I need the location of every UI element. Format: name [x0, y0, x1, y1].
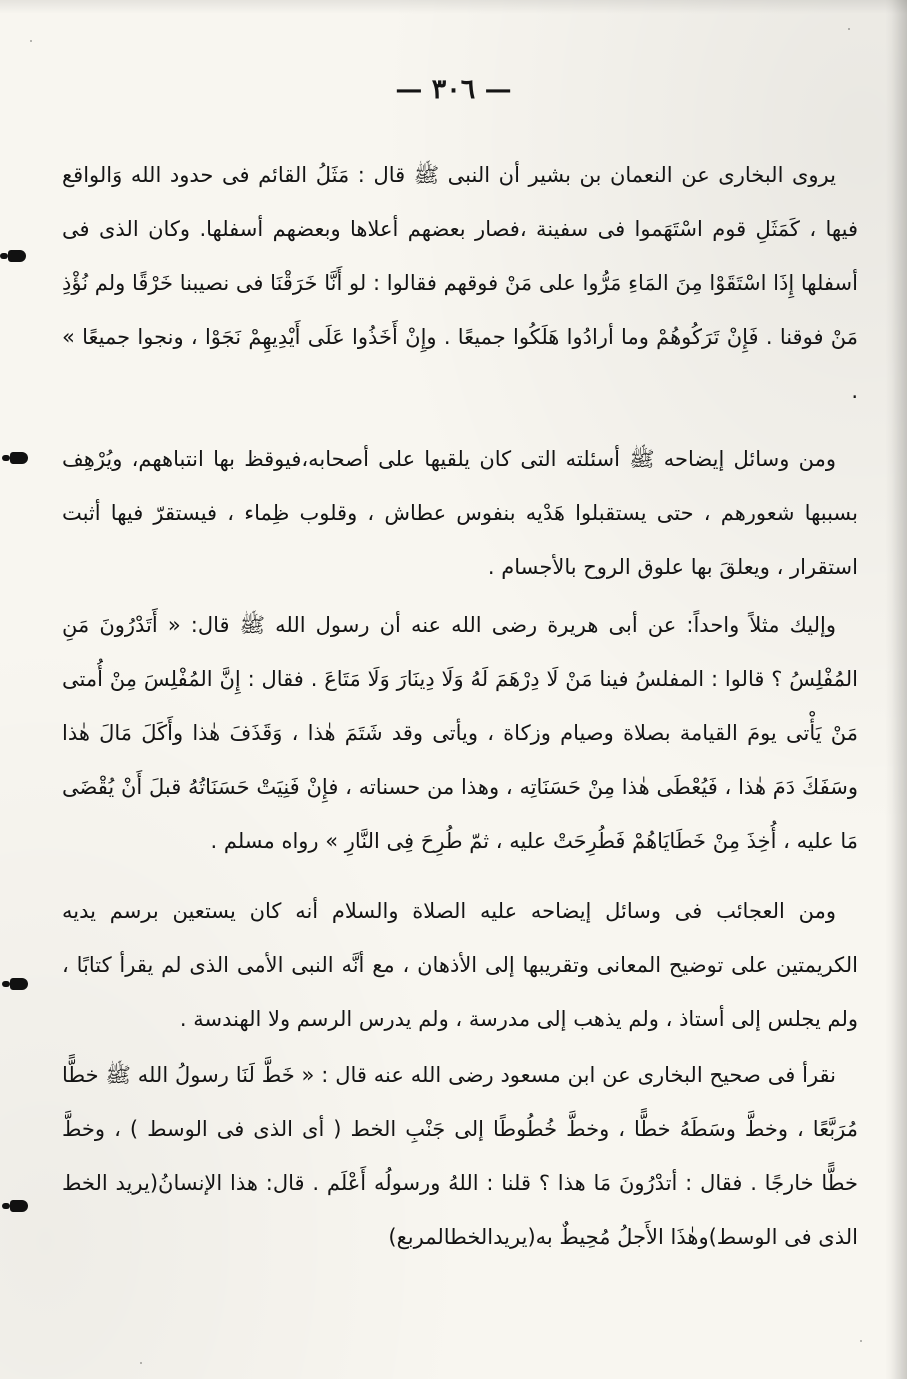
scan-speck: [140, 1362, 142, 1364]
page-shadow-right: [885, 0, 907, 1379]
scan-speck: [30, 40, 32, 42]
paragraph-1: يروى البخارى عن النعمان بن بشير أن النبى ﷺ قال : مَثَلُ القائم فى حدود الله وَالواقع فيها ، كَمَثَلِ قوم اسْتَهَموا فى سفينة ،فصار بعضهم أعلاها وبعضهم أسفلها. وكان الذى فى أسفلها إِذَا اسْتَقَوْا مِنَ المَاءِ مَرُّوا على مَنْ فوقهم فقالوا : لو أَنَّا خَرَقْنَا فى نصيبنا خَرْقًا ولم نُؤْذِ مَنْ فوقنا . فَإِنْ تَرَكُوهُمْ وما أرادُوا هَلَكُوا جميعًا . وإِنْ أَخَذُوا عَلَى أَيْدِيهِمْ نَجَوْا ، ونجوا جميعًا » .: [62, 163, 858, 403]
body-text: [62, 148, 858, 1264]
paragraph-5: نقرأ فى صحيح البخارى عن ابن مسعود رضى الله عنه قال : « خَطَّ لَنَا رسولُ الله ﷺ خطًّا مُرَبَّعًا ، وخطَّ وسَطَهُ خطًّا ، وخطَّ خُطُوطًا إلى جَنْبِ الخط ( أى الذى فى الوسط ) ، وخطَّ خطًّا خارجًا . فقال : أتدْرُونَ مَا هذا ؟ قلنا : اللهُ ورسولُه أَعْلَم . قال: هذا الإنسانُ(يريد الخط الذى فى الوسط)وهٰذَا الأَجلُ مُحِيطٌ به(يريدالخطالمربع): [62, 1063, 858, 1249]
margin-bookmark-1: [8, 250, 26, 262]
paragraph-4: ومن العجائب فى وسائل إيضاحه عليه الصلاة والسلام أنه كان يستعين برسم يديه الكريمتين على توضيح المعانى وتقريبها إلى الأذهان ، مع أنَّه النبى الأمى الذى لم يقرأ كتابًا ، ولم يجلس إلى أستاذ ، ولم يذهب إلى مدرسة ، ولم يدرس الرسم ولا الهندسة .: [62, 899, 858, 1031]
paragraph-3: وإليك مثلاً واحداً: عن أبى هريرة رضى الله عنه أن رسول الله ﷺ قال: « أَتَدْرُونَ مَنِ المُفْلِسُ ؟ قالوا : المفلسُ فينا مَنْ لَا دِرْهَمَ لَهُ وَلَا دِينَارَ وَلَا مَتَاعَ . فقال : إِنَّ المُفْلِسَ مِنْ أُمتى مَنْ يَأْتى يومَ القيامة بصلاة وصيام وزكاة ، ويأتى وقد شَتَمَ هٰذا ، وَقَذَفَ هٰذا وأَكَلَ مَالَ هٰذا وسَفَكَ دَمَ هٰذا ، فَيُعْطَى هٰذا مِنْ حَسَنَاتِه ، وهذا من حسناته ، فإِنْ فَنِيَتْ حَسَنَاتُهُ قبلَ أَنْ يُقْضَى مَا عليه ، أُخِذَ مِنْ خَطَايَاهُمْ فَطُرِحَتْ عليه ، ثمّ طُرِحَ فِى النَّارِ » رواه مسلم .: [62, 613, 858, 853]
margin-bookmark-4: [10, 1200, 28, 1212]
page-number: — ٣٠٦ —: [395, 74, 512, 105]
paragraph-2: ومن وسائل إيضاحه ﷺ أسئلته التى كان يلقيها على أصحابه،فيوقظ بها انتباههم، ويُرْهِف بسببها شعورهم ، حتى يستقبلوا هَدْيه بنفوس عطاش ، وقلوب ظِماء ، فيستقرّ فيها أثبت استقرار ، ويعلقَ بها علوق الروح بالأجسام .: [62, 447, 858, 579]
margin-bookmark-2: [10, 452, 28, 464]
page-shadow-top: [0, 0, 907, 14]
margin-bookmark-3: [10, 978, 28, 990]
scan-speck: [848, 28, 850, 30]
scan-speck: [860, 1340, 862, 1342]
